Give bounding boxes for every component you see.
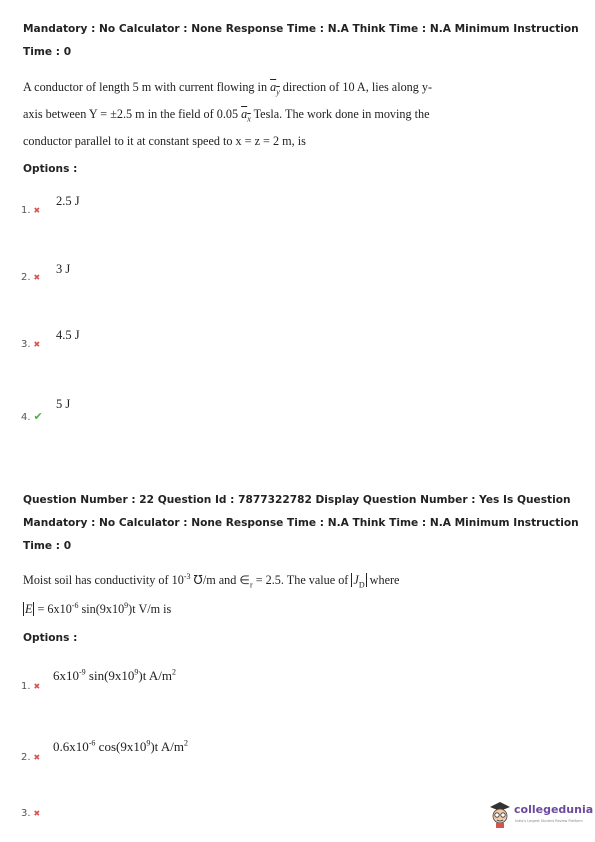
logo-tagline: India's Largest Student Review Platform (515, 819, 583, 823)
q2-meta-line3: Time : 0 (23, 540, 72, 552)
wrong-icon: ✖ (33, 682, 41, 691)
wrong-icon: ✖ (33, 753, 41, 762)
q2-meta-line1: Question Number : 22 Question Id : 7877322782 Display Question Number : Yes Is Question (23, 494, 571, 506)
q1-option-2-text: 3 J (56, 262, 71, 276)
q2-meta-line2: Mandatory : No Calculator : None Response Time : N.A Think Time : N.A Minimum Instruction (23, 517, 579, 529)
wrong-icon: ✖ (33, 206, 41, 215)
q1-option-3[interactable]: 3. ✖ (21, 339, 41, 350)
q1-text-line3: conductor parallel to it at constant speed to x = z = 2 m, is (23, 134, 306, 148)
q2-meta (23, 489, 583, 558)
q2-option-2[interactable]: 2. ✖ (21, 752, 41, 763)
q1-option-2[interactable]: 2. ✖ (21, 272, 41, 283)
logo-name: collegedunia (514, 803, 594, 816)
q2-option-3[interactable]: 3. ✖ (21, 808, 41, 819)
q2-question-text (23, 566, 578, 624)
q1-options-label: Options : (23, 163, 78, 175)
q2-text-line2: $E = 6x10^{-6}$ $\sin(9x10^9)t$ V/m is (25, 600, 172, 616)
q1-text-line1: A conductor of length 5 m with current flowing in $a_y$ direction of 10 A, lies along y- (23, 80, 433, 97)
check-icon: ✔ (33, 410, 43, 423)
q1-option-4[interactable]: 4. ✔ (21, 410, 43, 423)
q2-options-label: Options : (23, 632, 78, 644)
q1-question-text (23, 74, 578, 155)
wrong-icon: ✖ (33, 809, 41, 818)
q2-option-1[interactable]: 1. ✖ (21, 681, 41, 692)
q1-text-line2: axis between Y = ±2.5 m in the field of 0.05 $a_x$ Tesla. The work done in moving the (23, 107, 430, 124)
q1-option-4-text: 5 J (56, 397, 71, 411)
wrong-icon: ✖ (33, 273, 41, 282)
q1-meta (23, 18, 583, 64)
q2-option-1-text: $6x10^{-9}$ $\sin(9x10^9)t$ $A/m^2$ (53, 667, 177, 683)
q2-option-2-text: $0.6x10^{-6}$ $\cos(9x10^9)t$ $A/m^2$ (53, 738, 188, 754)
q2-text-line1: Moist soil has conductivity of $10^{-3}$ ℧/m and $\in_r = 2.5$. The value of $J_D$ where (23, 571, 400, 590)
wrong-icon: ✖ (33, 340, 41, 349)
q1-meta-line1: Mandatory : No Calculator : None Response Time : N.A Think Time : N.A Minimum Instruction (23, 23, 579, 35)
collegedunia-logo[interactable] (488, 800, 594, 832)
student-mascot-icon (488, 800, 512, 828)
q1-option-3-text: 4.5 J (56, 328, 80, 342)
q1-option-1-text: 2.5 J (56, 194, 80, 208)
q1-option-1[interactable]: 1. ✖ (21, 205, 41, 216)
q1-meta-line2: Time : 0 (23, 46, 72, 58)
